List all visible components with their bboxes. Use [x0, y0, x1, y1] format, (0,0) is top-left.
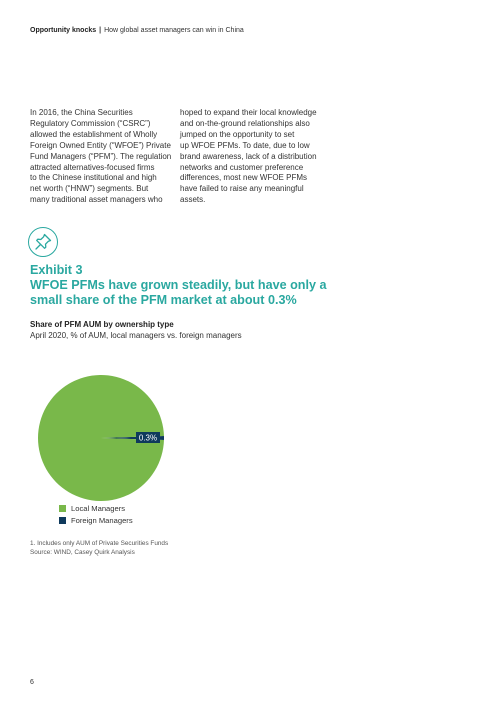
chart-title: Share of PFM AUM by ownership type [30, 320, 174, 329]
intro-left-line: attracted alternatives-focused firms [30, 162, 155, 172]
intro-right-line: jumped on the opportunity to set [180, 129, 295, 139]
page-number: 6 [30, 679, 34, 686]
pie-data-label [136, 432, 160, 443]
intro-right-line: and on-the-ground relationships also [180, 118, 310, 128]
intro-right-line: differences, most new WFOE PFMs [180, 173, 307, 183]
legend-swatch [59, 517, 66, 524]
pushpin-icon [28, 227, 58, 257]
intro-left-line: Foreign Owned Entity (“WFOE”) Private [30, 140, 171, 150]
chart-subtitle: April 2020, % of AUM, local managers vs. foreign managers [30, 331, 242, 340]
pie-data-label-text: 0.3% [138, 433, 158, 443]
legend-label: Foreign Managers [71, 515, 133, 525]
intro-left-line: allowed the establishment of Wholly [30, 129, 158, 139]
exhibit-title-line: Exhibit 3 [30, 263, 83, 277]
intro-column-right [180, 108, 330, 206]
footnote-note: 1. Includes only AUM of Private Securities Funds [30, 540, 169, 547]
header-subtitle: How global asset managers can win in China [104, 27, 244, 34]
legend-label: Local Managers [71, 504, 126, 514]
intro-left-line: net worth (“HNW”) segments. But [30, 184, 149, 194]
intro-right-line: networks and customer preference [180, 162, 304, 172]
header-separator: | [99, 27, 102, 34]
intro-right-line: hoped to expand their local knowledge [180, 108, 317, 117]
exhibit-title-line: WFOE PFMs have grown steadily, but have only a [30, 278, 327, 292]
footnote-source: Source: WIND, Casey Quirk Analysis [30, 549, 135, 556]
intro-right-line: up WFOE PFMs. To date, due to low [180, 140, 310, 150]
exhibit-title-line: small share of the PFM market at about 0.3% [30, 293, 297, 307]
intro-left-line: to the Chinese institutional and high [30, 173, 157, 183]
intro-left-line: many traditional asset managers who [30, 195, 163, 205]
page-header [30, 27, 244, 34]
legend-item [59, 515, 133, 527]
intro-left-line: In 2016, the China Securities [30, 108, 133, 117]
intro-right-line: have failed to raise any meaningful [180, 184, 304, 194]
chart-legend [59, 503, 133, 526]
legend-swatch [59, 505, 66, 512]
intro-left-line: Fund Managers (“PFM”). The regulation [30, 151, 172, 161]
intro-right-line: assets. [180, 195, 206, 205]
intro-left-line: Regulatory Commission (“CSRC”) [30, 118, 151, 128]
pie-chart [36, 373, 166, 503]
intro-column-left [30, 108, 170, 206]
header-section: Opportunity knocks [30, 27, 97, 34]
legend-item [59, 503, 133, 515]
exhibit-title [30, 263, 330, 308]
footnotes [30, 539, 168, 557]
intro-right-line: brand awareness, lack of a distribution [180, 151, 317, 161]
